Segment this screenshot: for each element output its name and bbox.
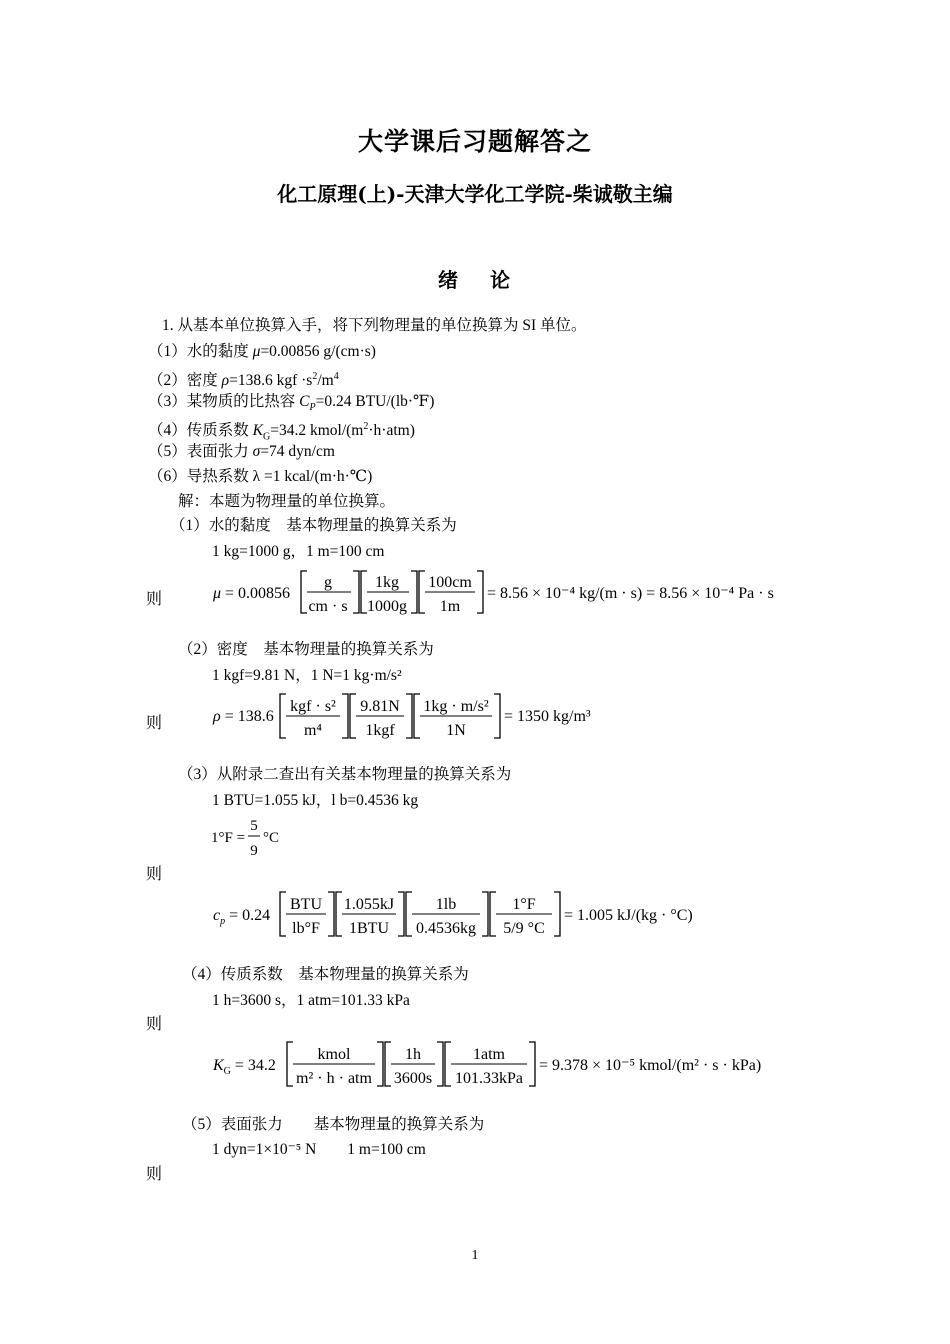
part2-equation xyxy=(205,688,625,746)
document-title: 大学课后习题解答之 xyxy=(357,127,592,156)
part3-ze-label: 则 xyxy=(146,866,163,883)
eq4-frac1-den: m² · h · atm xyxy=(296,1070,372,1087)
eq2-rhs: = 1350 kg/m³ xyxy=(504,708,591,725)
eq3-frac3-num: 1lb xyxy=(435,896,457,913)
fahrenheit-frac-den: 9 xyxy=(250,843,258,859)
part3-fahrenheit-relation xyxy=(205,815,325,861)
section-heading xyxy=(0,264,950,293)
fahrenheit-rhs: °C xyxy=(263,830,280,846)
eq3-frac1-den: lb°F xyxy=(292,920,320,937)
eq1-frac2-den: 1000g xyxy=(367,598,407,615)
eq3-frac4-num: 1°F xyxy=(512,896,536,913)
eq2-frac1-num: kgf · s² xyxy=(290,698,336,715)
part1-equation xyxy=(205,563,795,621)
part2-heading: （2）密度 基本物理量的换算关系为 xyxy=(178,641,434,658)
part5-ze-label: 则 xyxy=(146,1166,163,1183)
eq2-lhs: ρ = 138.6 xyxy=(213,708,274,725)
problem-item-5: （5）表面张力 σ=74 dyn/cm xyxy=(148,443,335,460)
eq4-frac1-num: kmol xyxy=(317,1046,351,1063)
eq1-lhs: μ = 0.00856 xyxy=(213,585,291,602)
problem-statement: 1. 从基本单位换算入手，将下列物理量的单位换算为 SI 单位。 xyxy=(162,317,587,334)
part1-heading: （1）水的黏度 基本物理量的换算关系为 xyxy=(170,517,457,534)
part3-heading: （3）从附录二查出有关基本物理量的换算关系为 xyxy=(178,766,512,783)
part1-ze-label: 则 xyxy=(146,591,163,608)
eq2-frac2-num: 9.81N xyxy=(360,698,400,715)
part4-relation: 1 h=3600 s，1 atm=101.33 kPa xyxy=(212,992,410,1009)
eq3-frac3-den: 0.4536kg xyxy=(416,920,476,937)
part4-ze-label: 则 xyxy=(146,1016,163,1033)
page-number: 1 xyxy=(471,1248,479,1263)
section-heading-right: 论 xyxy=(490,268,512,292)
eq4-rhs: = 9.378 × 10⁻⁵ kmol/(m² · s · kPa) xyxy=(539,1057,762,1074)
part2-ze-label: 则 xyxy=(146,715,163,732)
eq1-rhs: = 8.56 × 10⁻⁴ kg/(m · s) = 8.56 × 10⁻⁴ Pa · s xyxy=(487,585,774,602)
fahrenheit-lhs: 1°F = xyxy=(211,830,246,846)
section-heading-left: 绪 xyxy=(438,268,460,292)
eq3-frac4-den: 5/9 °C xyxy=(503,920,545,937)
document-subtitle: 化工原理(上)-天津大学化工学院-柴诚敬主编 xyxy=(277,182,673,206)
eq4-frac2-num: 1h xyxy=(405,1046,421,1063)
problem-item-6: （6）导热系数 λ =1 kcal/(m·h·℃) xyxy=(148,468,373,485)
eq1-frac2-num: 1kg xyxy=(375,574,399,591)
fahrenheit-frac-num: 5 xyxy=(250,818,258,834)
problem-item-1: （1）水的黏度 μ=0.00856 g/(cm·s) xyxy=(148,343,376,360)
solution-intro: 解：本题为物理量的单位换算。 xyxy=(178,493,396,510)
eq2-frac3-den: 1N xyxy=(446,722,466,739)
eq1-frac3-den: 1m xyxy=(439,598,461,615)
part2-relation: 1 kgf=9.81 N，1 N=1 kg·m/s² xyxy=(212,667,402,684)
part5-relation: 1 dyn=1×10⁻⁵ N 1 m=100 cm xyxy=(212,1141,426,1158)
part1-relation: 1 kg=1000 g，1 m=100 cm xyxy=(212,543,385,560)
part4-heading: （4）传质系数 基本物理量的换算关系为 xyxy=(182,966,469,983)
eq4-frac3-num: 1atm xyxy=(473,1046,505,1063)
problem-item-2: （2）密度 ρ=138.6 kgf $\cdot s^2/m^4$ xyxy=(148,371,339,390)
eq1-frac1-den: cm · s xyxy=(308,598,348,615)
eq4-frac3-den: 101.33kPa xyxy=(455,1070,523,1087)
part3-equation xyxy=(205,886,705,944)
eq2-frac3-num: 1kg · m/s² xyxy=(423,698,489,715)
eq3-frac2-num: 1.055kJ xyxy=(343,896,395,913)
eq2-frac2-den: 1kgf xyxy=(365,722,395,739)
part4-equation xyxy=(205,1036,795,1094)
eq1-frac1-num: g xyxy=(324,574,332,591)
eq3-frac1-num: BTU xyxy=(290,896,322,913)
eq2-frac1-den: m⁴ xyxy=(303,722,323,739)
problem-item-4: （4）传质系数 $K_G=34.2$ kmol/$(m^2\cdot h\cdot atm)$ xyxy=(148,421,415,443)
eq3-frac2-den: 1BTU xyxy=(349,920,389,937)
eq4-lhs: $K_G = 34.2$ xyxy=(213,1057,276,1077)
part5-heading: （5）表面张力 基本物理量的换算关系为 xyxy=(182,1116,485,1133)
eq4-frac2-den: 3600s xyxy=(393,1070,433,1087)
part3-relation: 1 BTU=1.055 kJ，l b=0.4536 kg xyxy=(212,792,419,809)
eq1-frac3-num: 100cm xyxy=(428,574,472,591)
problem-item-3: （3）某物质的比热容 $C_P=0.24$ BTU/(lb·℉) xyxy=(148,393,435,414)
eq3-lhs: $c_p = 0.24$ xyxy=(213,907,271,927)
eq3-rhs: = 1.005 kJ/(kg · °C) xyxy=(564,907,693,924)
